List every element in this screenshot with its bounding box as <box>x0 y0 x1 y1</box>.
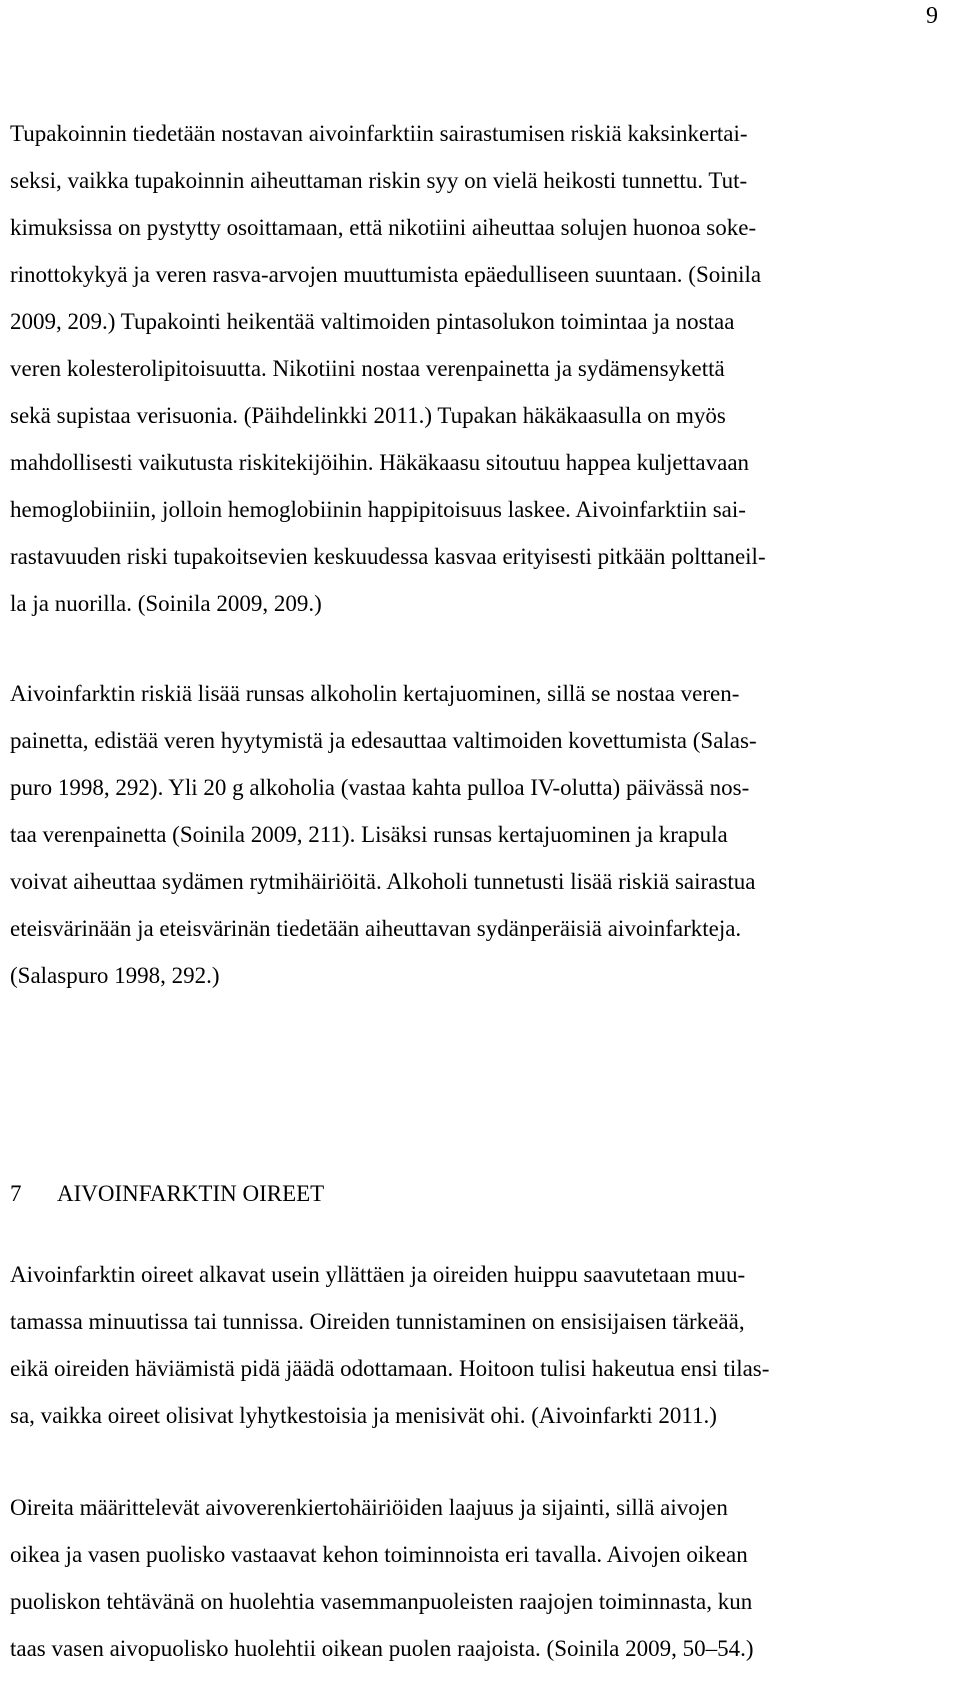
paragraph-line: Aivoinfarktin oireet alkavat usein yllättäen ja oireiden huippu saavutetaan muu- <box>10 1262 746 1287</box>
page-number: 9 <box>926 3 938 29</box>
paragraph-line: hemoglobiiniin, jolloin hemoglobiinin happipitoisuus laskee. Aivoinfarktiin sai- <box>10 497 746 522</box>
section-number: 7 <box>10 1181 22 1206</box>
paragraph-line: puoliskon tehtävänä on huolehtia vasemmanpuoleisten raajojen toiminnasta, kun <box>10 1589 753 1614</box>
paragraph-line: veren kolesterolipitoisuutta. Nikotiini nostaa verenpainetta ja sydämensykettä <box>10 356 725 381</box>
paragraph-line: 2009, 209.) Tupakointi heikentää valtimoiden pintasolukon toimintaa ja nostaa <box>10 309 735 334</box>
paragraph-line: eikä oireiden häviämistä pidä jäädä odottamaan. Hoitoon tulisi hakeutua ensi tilas- <box>10 1356 770 1381</box>
paragraph-line: Tupakoinnin tiedetään nostavan aivoinfarktiin sairastumisen riskiä kaksinkertai- <box>10 121 748 146</box>
paragraph-line: tamassa minuutissa tai tunnissa. Oireiden tunnistaminen on ensisijaisen tärkeää, <box>10 1309 745 1334</box>
paragraph-line: mahdollisesti vaikutusta riskitekijöihin. Häkäkaasu sitoutuu happea kuljettavaan <box>10 450 750 475</box>
section-heading <box>10 1180 324 1208</box>
paragraph-line: rastavuuden riski tupakoitsevien keskuudessa kasvaa erityisesti pitkään polttaneil- <box>10 544 766 569</box>
paragraph-line: eteisvärinään ja eteisvärinän tiedetään aiheuttavan sydänperäisiä aivoinfarkteja. <box>10 916 742 941</box>
section-title: AIVOINFARKTIN OIREET <box>57 1181 325 1206</box>
paragraph-line: (Salaspuro 1998, 292.) <box>10 963 220 988</box>
paragraph-line: sekä supistaa verisuonia. (Päihdelinkki 2011.) Tupakan häkäkaasulla on myös <box>10 403 726 428</box>
paragraph-line: Oireita määrittelevät aivoverenkiertohäiriöiden laajuus ja sijainti, sillä aivojen <box>10 1495 728 1520</box>
paragraph-line: oikea ja vasen puolisko vastaavat kehon toiminnoista eri tavalla. Aivojen oikean <box>10 1542 748 1567</box>
paragraph-line: taa verenpainetta (Soinila 2009, 211). Lisäksi runsas kertajuominen ja krapula <box>10 822 728 847</box>
paragraph-line: sa, vaikka oireet olisivat lyhytkestoisia ja menisivät ohi. (Aivoinfarkti 2011.) <box>10 1403 717 1428</box>
paragraph-line: kimuksissa on pystytty osoittamaan, että nikotiini aiheuttaa solujen huonoa soke- <box>10 215 757 240</box>
paragraph-line: la ja nuorilla. (Soinila 2009, 209.) <box>10 591 322 616</box>
paragraph-line: taas vasen aivopuolisko huolehtii oikean puolen raajoista. (Soinila 2009, 50–54.) <box>10 1636 754 1661</box>
paragraph-line: puro 1998, 292). Yli 20 g alkoholia (vastaa kahta pulloa IV-olutta) päivässä nos- <box>10 775 750 800</box>
paragraph-line: seksi, vaikka tupakoinnin aiheuttaman riskin syy on vielä heikosti tunnettu. Tut- <box>10 168 748 193</box>
paragraph-line: painetta, edistää veren hyytymistä ja edesauttaa valtimoiden kovettumista (Salas- <box>10 728 757 753</box>
paragraph-line: voivat aiheuttaa sydämen rytmihäiriöitä. Alkoholi tunnetusti lisää riskiä sairastua <box>10 869 756 894</box>
paragraph-line: Aivoinfarktin riskiä lisää runsas alkoholin kertajuominen, sillä se nostaa veren- <box>10 681 740 706</box>
paragraph-line: rinottokykyä ja veren rasva-arvojen muuttumista epäedulliseen suuntaan. (Soinila <box>10 262 762 287</box>
